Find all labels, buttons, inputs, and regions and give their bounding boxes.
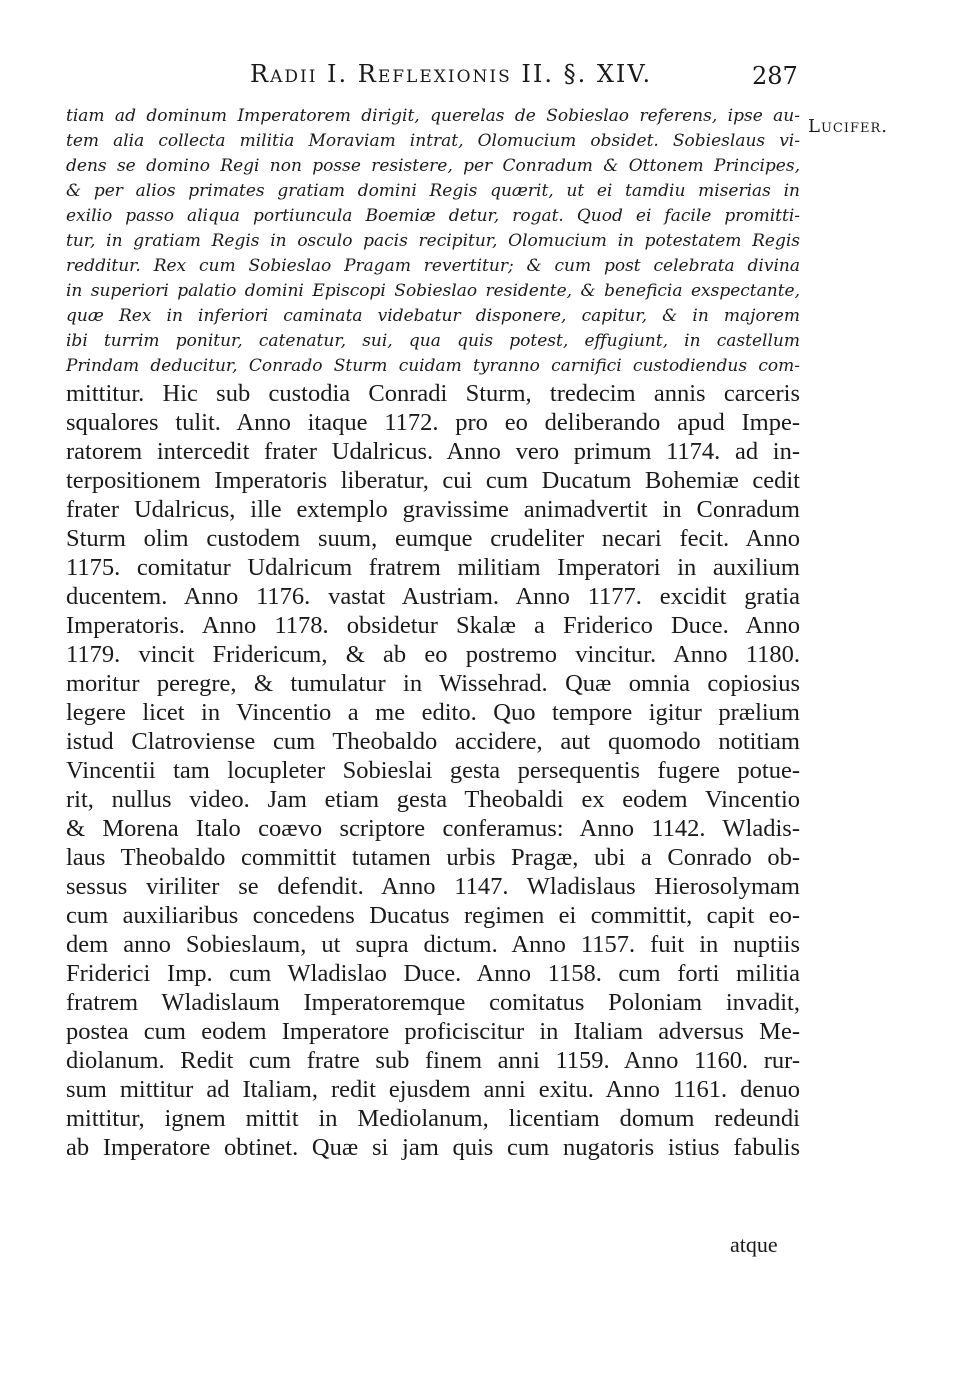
text-line: terpositionem Imperatoris liberatur, cui cum Ducatum Bohemiæ cedit — [66, 467, 800, 494]
text-line: ibi turrim ponitur, catenatur, sui, qua quis potest, effugiunt, in castellum — [66, 331, 800, 351]
text-line: tem alia collecta militia Moraviam intrat, Olomucium obsidet. Sobieslaus vi- — [66, 131, 800, 151]
text-line: redditur. Rex cum Sobieslao Pragam revertitur; & cum post celebrata divina — [66, 256, 800, 276]
text-line: Vincentii tam locupleter Sobieslai gesta persequentis fugere potue- — [66, 757, 800, 784]
text-line: fratrem Wladislaum Imperatoremque comitatus Poloniam invadit, — [66, 989, 800, 1016]
text-line: & per alios primates gratiam domini Regis quærit, ut ei tamdiu miserias in — [66, 181, 800, 201]
text-line: dem anno Sobieslaum, ut supra dictum. Anno 1157. fuit in nuptiis — [66, 931, 800, 958]
body-text — [66, 104, 800, 1162]
text-line: moritur peregre, & tumulatur in Wissehrad. Quæ omnia copiosius — [66, 670, 800, 697]
roman-paragraph — [66, 379, 800, 1162]
text-line: quæ Rex in inferiori caminata videbatur disponere, capitur, & in majorem — [66, 306, 800, 326]
text-line: mittitur, ignem mittit in Mediolanum, licentiam domum redeundi — [66, 1105, 800, 1132]
text-line: sum mittitur ad Italiam, redit ejusdem anni exitu. Anno 1161. denuo — [66, 1076, 800, 1103]
text-line: legere licet in Vincentio a me edito. Quo tempore igitur prælium — [66, 699, 800, 726]
text-line: diolanum. Redit cum fratre sub finem anni 1159. Anno 1160. rur- — [66, 1047, 800, 1074]
text-line: istud Clatroviense cum Theobaldo accidere, aut quomodo notitiam — [66, 728, 800, 755]
text-line: 1175. comitatur Udalricum fratrem militiam Imperatori in auxilium — [66, 554, 800, 581]
text-line: tiam ad dominum Imperatorem dirigit, querelas de Sobieslao referens, ipse au- — [66, 106, 800, 126]
italic-quotation — [66, 104, 800, 379]
text-line: laus Theobaldo committit tutamen urbis Pragæ, ubi a Conrado ob- — [66, 844, 800, 871]
text-line: Imperatoris. Anno 1178. obsidetur Skalæ a Friderico Duce. Anno — [66, 612, 800, 639]
text-line: mittitur. Hic sub custodia Conradi Sturm, tredecim annis carceris — [66, 380, 800, 407]
text-line: ab Imperatore obtinet. Quæ si jam quis cum nugatoris istius fabulis — [66, 1134, 800, 1161]
running-title: Radii I. Reflexionis II. §. XIV. — [250, 60, 653, 88]
catchword: atque — [730, 1232, 778, 1257]
text-line: postea cum eodem Imperatore proficiscitur in Italiam adversus Me- — [66, 1018, 800, 1045]
text-line: & Morena Italo coævo scriptore conferamus: Anno 1142. Wladis- — [66, 815, 800, 842]
text-line: in superiori palatio domini Episcopi Sobieslao residente, & beneficia exspectante, — [66, 281, 800, 301]
text-line: Sturm olim custodem suum, eumque crudeliter necari fecit. Anno — [66, 525, 800, 552]
text-line: squalores tulit. Anno itaque 1172. pro eo deliberando apud Impe- — [66, 409, 800, 436]
page-number: 287 — [752, 62, 798, 90]
text-line: cum auxiliaribus concedens Ducatus regimen ei committit, capit eo- — [66, 902, 800, 929]
text-line: 1179. vincit Fridericum, & ab eo postremo vincitur. Anno 1180. — [66, 641, 800, 668]
text-line: ducentem. Anno 1176. vastat Austriam. Anno 1177. excidit gratia — [66, 583, 800, 610]
text-line: exilio passo aliqua portiuncula Boemiæ detur, rogat. Quod ei facile promitti- — [66, 206, 800, 226]
text-line: frater Udalricus, ille extemplo gravissime animadvertit in Conradum — [66, 496, 800, 523]
text-line: dens se domino Regi non posse resistere, per Conradum & Ottonem Principes, — [66, 156, 800, 176]
text-line: Friderici Imp. cum Wladislao Duce. Anno 1158. cum forti militia — [66, 960, 800, 987]
marginal-note: Lucifer. — [808, 116, 889, 137]
text-line: tur, in gratiam Regis in osculo pacis recipitur, Olomucium in potestatem Regis — [66, 231, 800, 251]
text-line: ratorem intercedit frater Udalricus. Anno vero primum 1174. ad in- — [66, 438, 800, 465]
text-line: rit, nullus video. Jam etiam gesta Theobaldi ex eodem Vincentio — [66, 786, 800, 813]
text-line: sessus viriliter se defendit. Anno 1147. Wladislaus Hierosolymam — [66, 873, 800, 900]
text-line: Prindam deducitur, Conrado Sturm cuidam tyranno carnifici custodiendus com- — [66, 356, 800, 376]
